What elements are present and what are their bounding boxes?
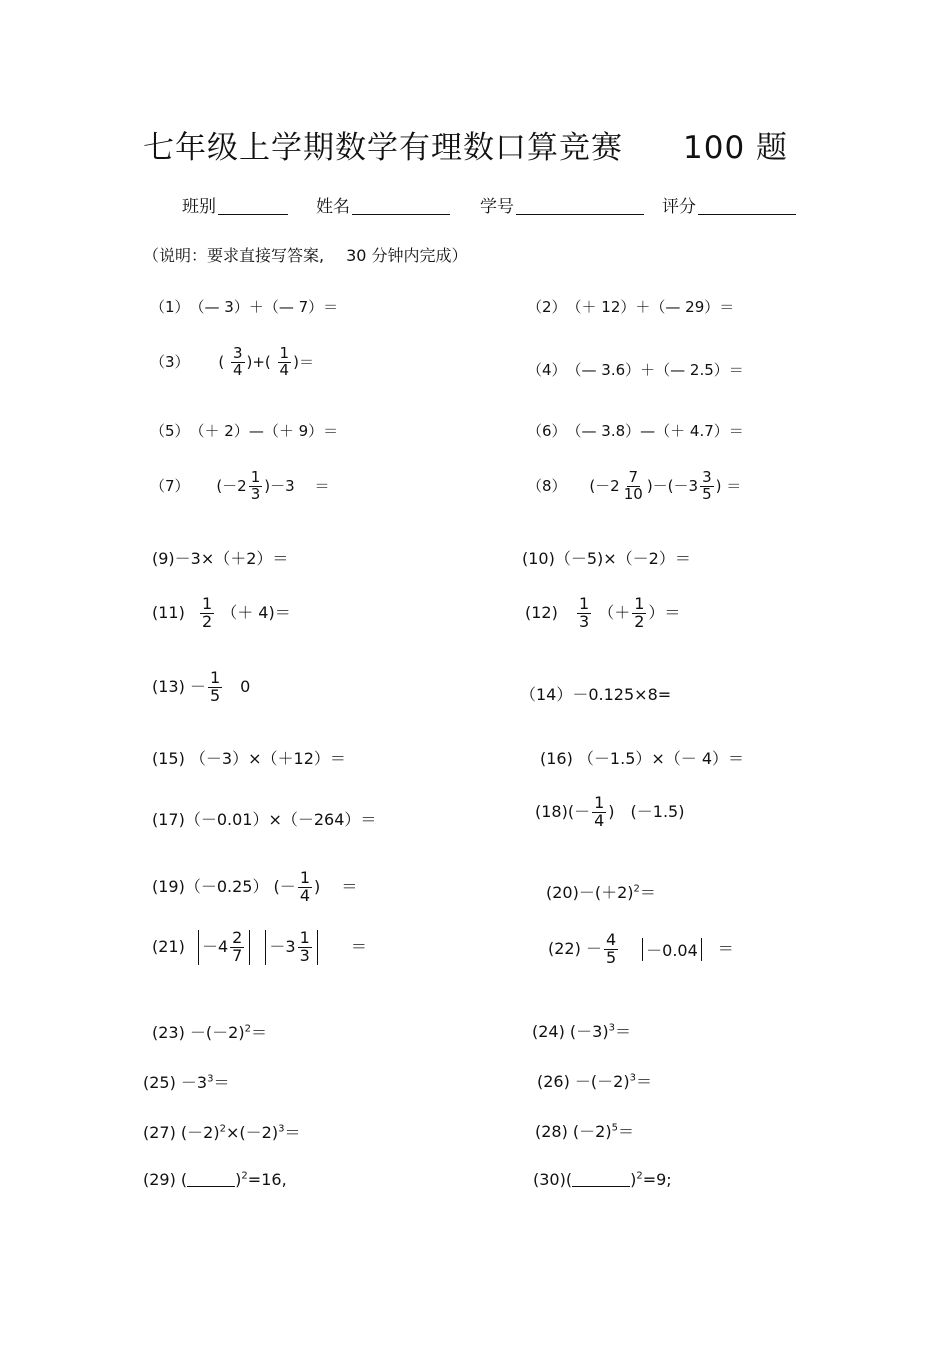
question-8: （8） (－2 $\frac{7}{10}$ )－(－3 $\frac{3}{5}$ ) ＝ <box>527 468 742 503</box>
question-4: （4） （— 3.6）＋（— 2.5）＝ <box>527 361 744 379</box>
name-field[interactable]: 姓名 <box>316 192 450 217</box>
question-13: (13) － $\frac{1}{5}$ 0 <box>152 668 251 705</box>
question-30[interactable]: (30)( )$^2$=9; <box>533 1170 672 1189</box>
question-28: (28) $(-2)^5=$ <box>535 1122 634 1141</box>
question-1: （1） （— 3）＋（— 7）＝ <box>150 298 339 316</box>
question-3: （3） ( $\frac{3}{4}$ )+( $\frac{1}{4}$ )＝ <box>150 344 314 379</box>
question-27: (27) $(-2)^2\times(-2)^3=$ <box>143 1123 301 1142</box>
question-12: (12) $\frac{1}{3}$ （＋ $\frac{1}{2}$ ）＝ <box>525 594 681 631</box>
question-10: (10)（－5)×（－2）＝ <box>522 549 691 568</box>
question-23: $(23) -(-2)^2=$ <box>152 1023 267 1042</box>
question-29[interactable]: (29) ( )$^2$=16, <box>143 1170 287 1189</box>
question-7: （7） (－2 $\frac{1}{3}$ )－3 ＝ <box>150 468 330 503</box>
question-16: (16) （－1.5）×（－ 4）＝ <box>540 749 745 768</box>
score-field[interactable]: 评分 <box>662 192 796 217</box>
question-22: (22) － $\frac{4}{5}$ －0.04 ＝ <box>548 930 734 967</box>
question-14: （14）－0.125×8= <box>520 685 672 704</box>
question-25: $(25) -3^3=$ <box>143 1073 230 1092</box>
question-5: （5） （＋ 2）—（＋ 9）＝ <box>150 422 339 440</box>
class-field[interactable]: 班别 <box>182 192 288 217</box>
question-11: (11) $\frac{1}{2}$ （＋ 4)＝ <box>152 594 291 631</box>
question-2: （2） （＋ 12）＋（— 29）＝ <box>527 298 735 316</box>
instructions: （说明：要求直接写答案, 30 分钟内完成） <box>143 246 468 265</box>
question-19: (19)（－0.25） (－ $\frac{1}{4}$ ) ＝ <box>152 868 358 905</box>
question-9: (9)－3×（＋2）＝ <box>152 549 289 568</box>
question-6: （6） （— 3.8）—（＋ 4.7）＝ <box>527 422 744 440</box>
question-20: $(20)-(+2)^2=$ <box>546 883 656 902</box>
student-id-field[interactable]: 学号 <box>480 192 644 217</box>
question-24: (24) $(-3)^3=$ <box>532 1022 631 1041</box>
question-21: (21) －4 $\frac{2}{7}$ －3 $\frac{1}{3}$ ＝ <box>152 928 367 965</box>
question-17: (17)（－0.01）×（－264）＝ <box>152 810 377 829</box>
question-15: (15) （－3）×（＋12）＝ <box>152 749 346 768</box>
question-18: (18)(－ $\frac{1}{4}$ ) (－1.5) <box>535 793 685 830</box>
page-title: 七年级上学期数学有理数口算竞赛 100 题 <box>143 130 789 166</box>
question-26: $(26) -(-2)^3=$ <box>537 1072 652 1091</box>
